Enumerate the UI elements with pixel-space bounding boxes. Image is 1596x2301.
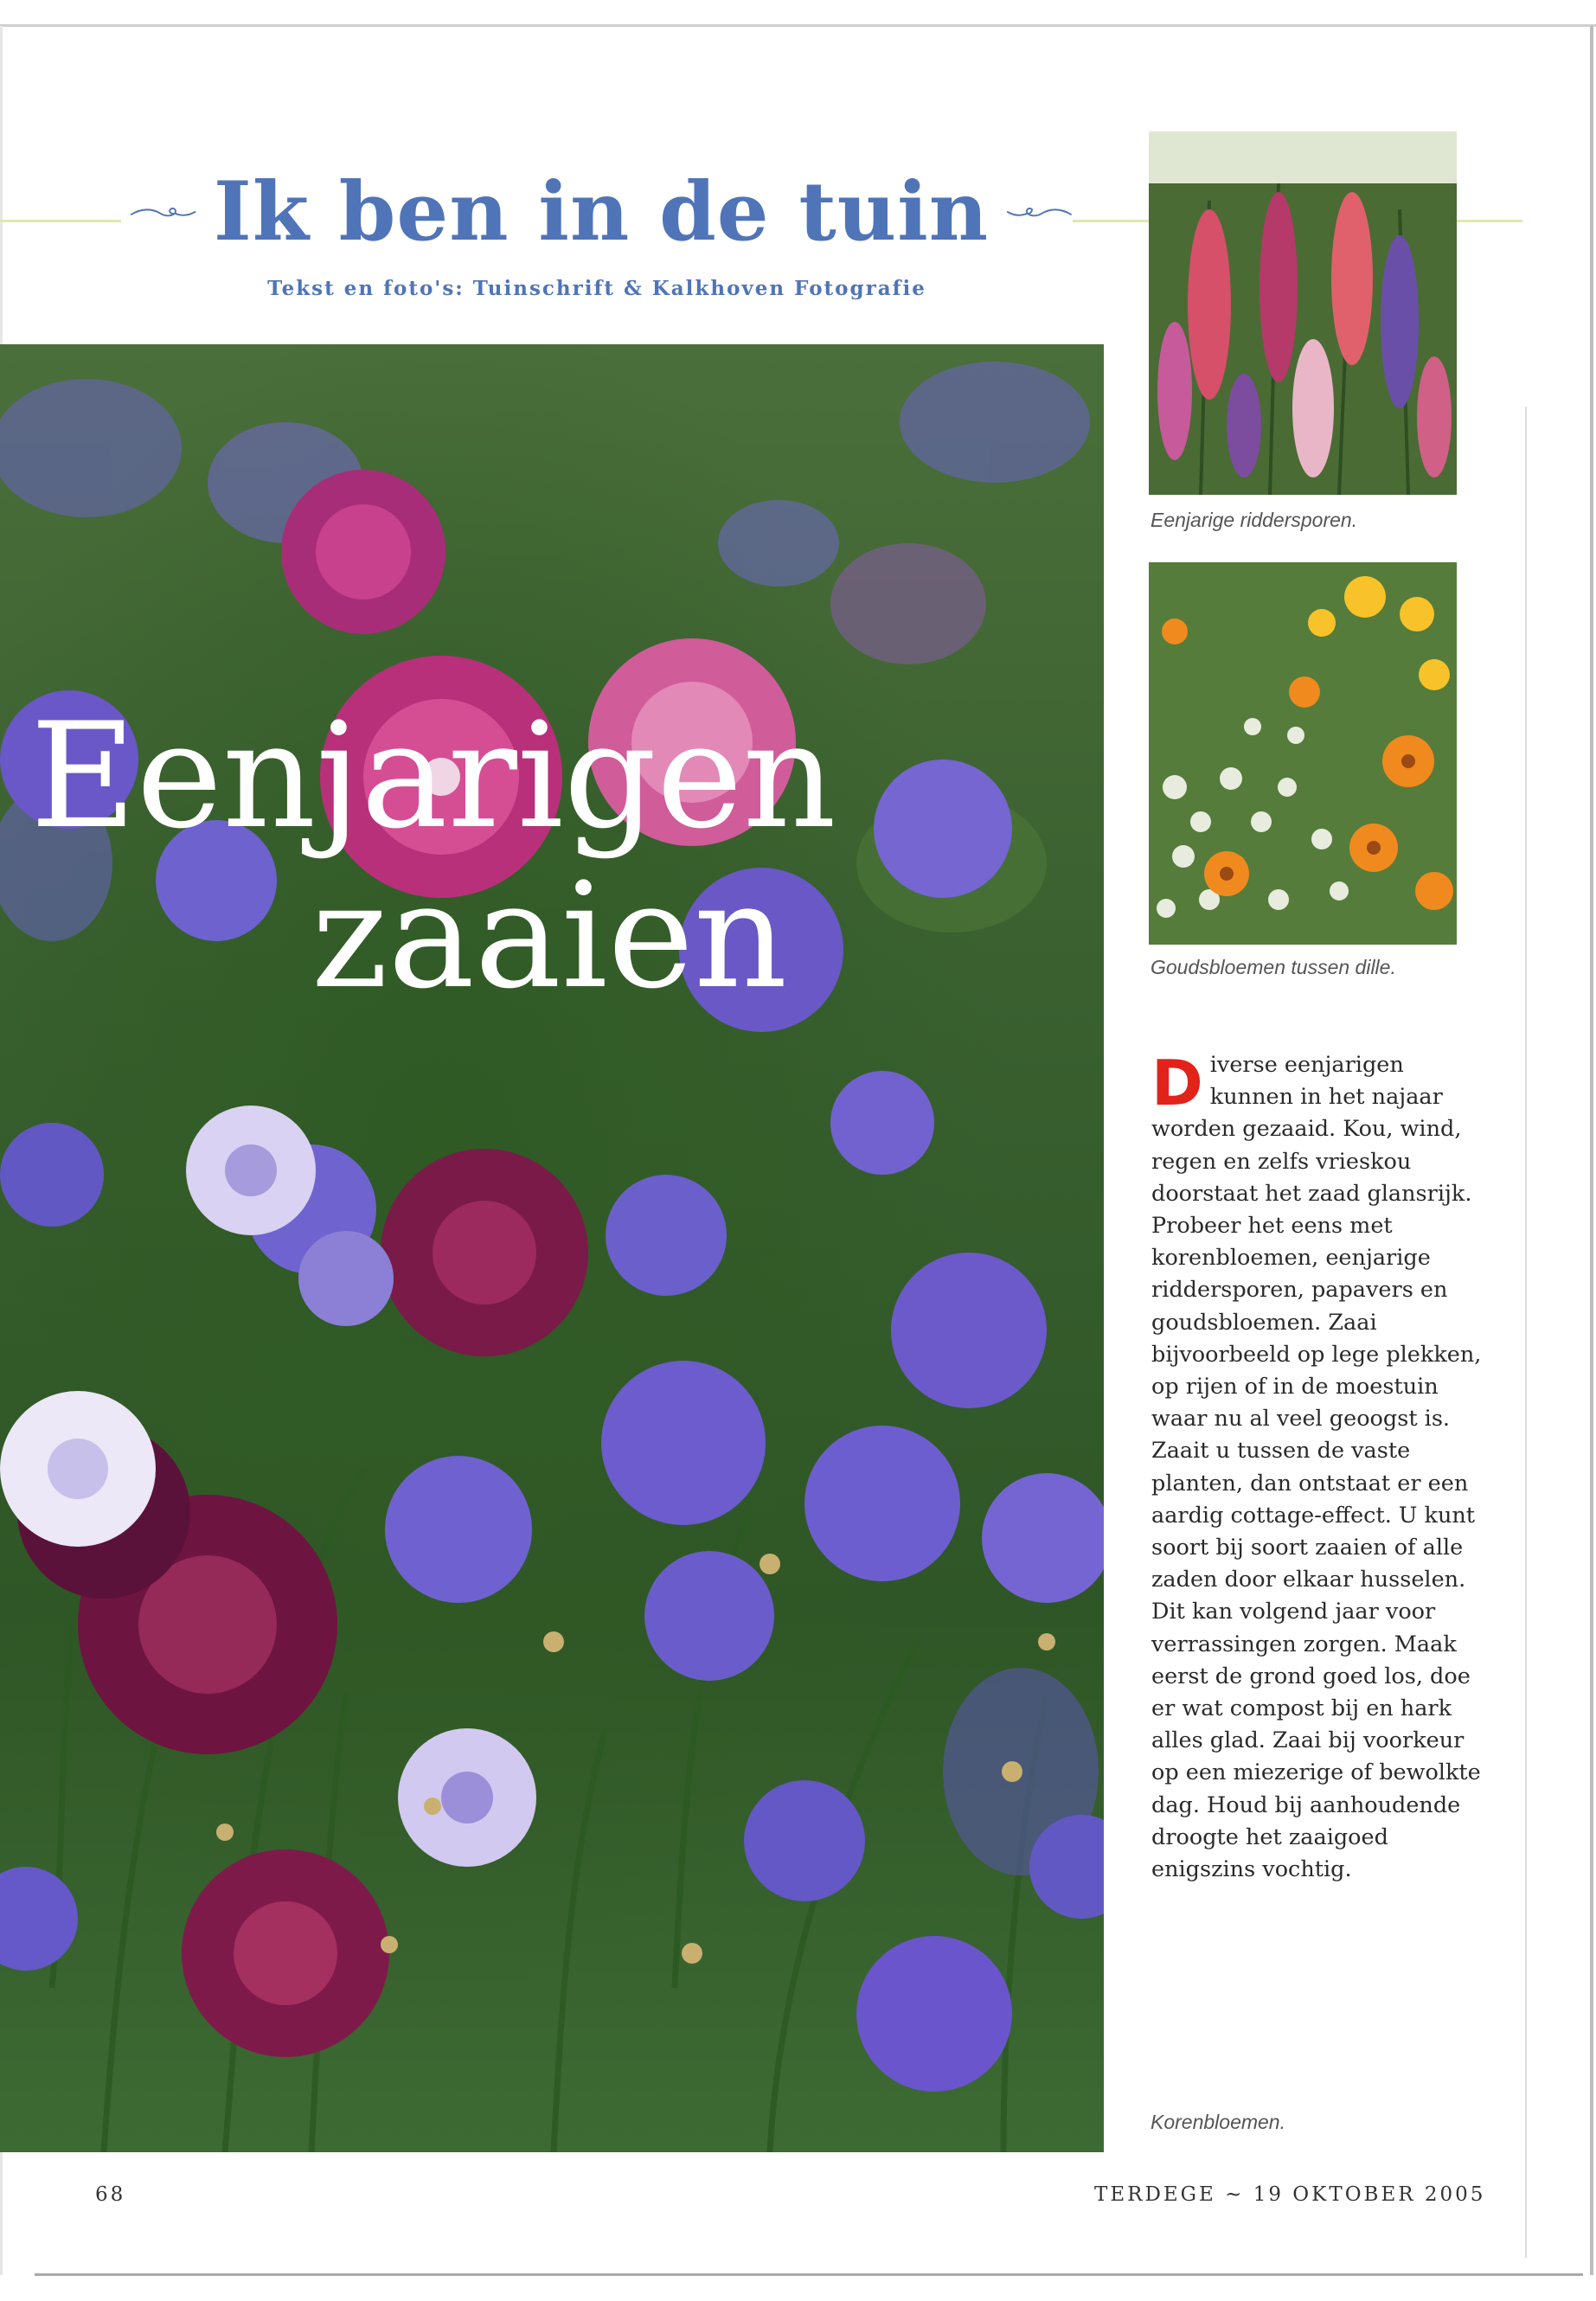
article-body xyxy=(1151,1049,1484,1886)
photo-larkspur xyxy=(1149,131,1457,495)
flourish-left-icon xyxy=(130,186,198,238)
publication-line: TERDEGE ~ 19 OKTOBER 2005 xyxy=(1094,2183,1486,2206)
photo-marigolds xyxy=(1149,562,1457,945)
photo-caption: Goudsbloemen tussen dille. xyxy=(1151,956,1396,978)
drop-cap: D xyxy=(1151,1047,1203,1119)
photo-caption: Eenjarige riddersporen. xyxy=(1151,509,1358,531)
hero-caption: Korenbloemen. xyxy=(1151,2111,1285,2133)
page-edge-bottom xyxy=(35,2273,1583,2276)
column-divider xyxy=(1525,407,1527,2258)
page-edge-top xyxy=(0,24,1596,27)
photo-credit: Tekst en foto's: Tuinschrift & Kalkhoven Fotografie xyxy=(267,277,926,300)
header-rule-left xyxy=(0,220,121,222)
hero-photo xyxy=(0,344,1104,2152)
larkspur-photo-illustration xyxy=(1149,131,1457,495)
marigold-photo-illustration xyxy=(1149,562,1457,945)
hero-title-line-1: Eenjarigen xyxy=(30,691,836,861)
section-title: Ik ben in de tuin xyxy=(213,164,990,260)
hero-title xyxy=(0,344,1104,2152)
article-text: iverse eenjarigen kunnen in het najaar worden gezaaid. Kou, wind, regen en zelfs vrieskou doorstaat het zaad glansrijk. Probeer het eens met korenbloemen, eenjarige riddersporen, papavers en goudsbloemen. Zaai bijvoorbeeld op lege plekken, op rijen of in de moestuin waar nu al veel geoogst is. Zaait u tussen de vaste planten, dan ontstaat er een aardig cottage-effect. U kunt soort bij soort zaaien of alle zaden door elkaar husselen. Dit kan volgend jaar voor verrassingen zorgen. Maak eerst de grond goed los, doe er wat compost bij en hark alles glad. Zaai bij voorkeur op een miezerige of bewolkte dag. Houd bij aanhoudende droogte het zaaigoed enigszins vochtig. xyxy=(1151,1052,1482,1883)
section-header xyxy=(130,156,1073,268)
page-number: 68 xyxy=(95,2183,126,2206)
page-edge-right xyxy=(1590,26,1593,2275)
hero-title-line-2: zaaien xyxy=(311,851,788,1021)
flourish-right-icon xyxy=(1004,186,1073,238)
